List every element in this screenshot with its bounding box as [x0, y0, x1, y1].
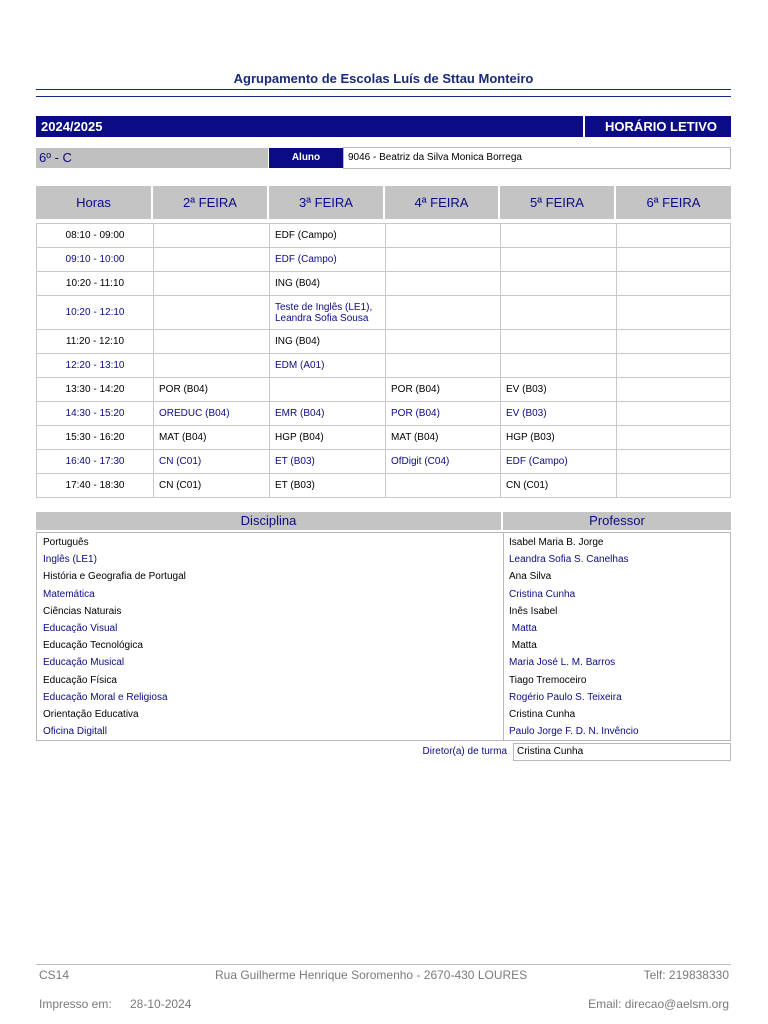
schedule-cell [616, 474, 731, 498]
schedule-cell: POR (B04) [385, 378, 500, 402]
schedule-cell: CN (C01) [500, 474, 616, 498]
schedule-time-cell: 11:20 - 12:10 [36, 330, 153, 354]
footer-printed-date: 28-10-2024 [130, 997, 192, 1011]
professor-name: Ana Silva [509, 571, 552, 583]
schedule-row [36, 474, 731, 498]
footer-printed-label: Impresso em: [39, 997, 112, 1011]
schedule-row [36, 223, 731, 248]
schedule-cell [616, 378, 731, 402]
schedule-cell: EDF (Campo) [269, 223, 385, 248]
schedule-cell [153, 296, 269, 330]
discipline-row [37, 586, 730, 603]
discipline-name: Educação Visual [43, 623, 118, 634]
discipline-column-header: Disciplina [36, 512, 501, 530]
discipline-row [37, 551, 730, 568]
schedule-cell: MAT (B04) [385, 426, 500, 450]
schedule-time-cell: 12:20 - 13:10 [36, 354, 153, 378]
schedule-row [36, 450, 731, 474]
schedule-cell: EV (B03) [500, 378, 616, 402]
schedule-cell: EDF (Campo) [500, 450, 616, 474]
class-director-value: Cristina Cunha [513, 743, 731, 761]
discipline-row [37, 672, 730, 689]
schedule-cell: ET (B03) [269, 474, 385, 498]
schedule-cell [616, 450, 731, 474]
schedule-cell [500, 354, 616, 378]
schedule-cell [385, 272, 500, 296]
schedule-cell: OfDigit (C04) [385, 450, 500, 474]
schedule-cell: POR (B04) [153, 378, 269, 402]
schedule-time-cell: 10:20 - 11:10 [36, 272, 153, 296]
schedule-cell: EV (B03) [500, 402, 616, 426]
school-year: 2024/2025 [36, 116, 583, 137]
professor-name: Rogério Paulo S. Teixeira [509, 691, 622, 703]
schedule-cell [385, 296, 500, 330]
discipline-row [37, 620, 730, 637]
schedule-time-cell: 09:10 - 10:00 [36, 248, 153, 272]
schedule-cell: EMR (B04) [269, 402, 385, 426]
student-row [36, 147, 731, 169]
professor-name: Leandra Sofia S. Canelhas [509, 554, 629, 566]
schedule-cell [385, 474, 500, 498]
schedule-row [36, 330, 731, 354]
discipline-row [37, 654, 730, 671]
schedule-cell [153, 330, 269, 354]
discipline-name: Educação Tecnológica [43, 640, 143, 652]
schedule-cell [616, 354, 731, 378]
schedule-cell [616, 426, 731, 450]
schedule-time-cell: 14:30 - 15:20 [36, 402, 153, 426]
footer-email: Email: direcao@aelsm.org [588, 997, 729, 1011]
schedule-header-cell: 4ª FEIRA [385, 186, 500, 219]
discipline-row [37, 723, 730, 740]
schedule-cell [385, 354, 500, 378]
discipline-name: Orientação Educativa [43, 709, 139, 720]
disciplines-table [36, 532, 731, 741]
professor-column-header: Professor [503, 512, 731, 530]
class-name: 6º - C [36, 148, 268, 168]
schedule-cell: ET (B03) [269, 450, 385, 474]
schedule-cell: POR (B04) [385, 402, 500, 426]
school-name: Agrupamento de Escolas Luís de Sttau Monteiro [233, 71, 534, 86]
schedule-cell [616, 248, 731, 272]
discipline-name: Ciências Naturais [43, 605, 122, 617]
schedule-time-cell: 17:40 - 18:30 [36, 474, 153, 498]
schedule-cell: OREDUC (B04) [153, 402, 269, 426]
schedule-cell [616, 272, 731, 296]
schedule-header-cell: Horas [36, 186, 153, 219]
professor-name: Tiago Tremoceiro [509, 674, 587, 686]
discipline-row [37, 534, 730, 551]
schedule-header-cell: 3ª FEIRA [269, 186, 385, 219]
discipline-row [37, 706, 730, 723]
schedule-cell: CN (C01) [153, 474, 269, 498]
footer-code: CS14 [39, 968, 70, 982]
schedule-body [36, 219, 731, 498]
disciplines-header [36, 512, 731, 530]
schedule-cell [385, 223, 500, 248]
schedule-time-cell: 13:30 - 14:20 [36, 378, 153, 402]
schedule-cell [153, 354, 269, 378]
professor-name: Isabel Maria B. Jorge [509, 537, 604, 548]
professor-name: Matta [509, 640, 537, 652]
schedule-time-cell: 15:30 - 16:20 [36, 426, 153, 450]
schedule-time-cell: 10:20 - 12:10 [36, 296, 153, 330]
schedule-cell [500, 223, 616, 248]
discipline-name: Matemática [43, 588, 95, 600]
schedule-cell [500, 248, 616, 272]
schedule-cell [500, 330, 616, 354]
schedule-cell [500, 272, 616, 296]
discipline-row [37, 689, 730, 706]
discipline-name: Educação Musical [43, 657, 125, 669]
schedule-row [36, 354, 731, 378]
discipline-row [37, 603, 730, 620]
schedule-header-cell: 2ª FEIRA [153, 186, 269, 219]
professor-name: Cristina Cunha [509, 588, 576, 600]
schedule-cell [616, 223, 731, 248]
discipline-name: Oficina Digitall [43, 726, 107, 738]
document-type: HORÁRIO LETIVO [585, 116, 731, 137]
title-bar [36, 116, 731, 137]
schedule-header-cell: 6ª FEIRA [616, 186, 731, 219]
professor-name: Matta [509, 623, 537, 634]
schedule-cell: EDF (Campo) [269, 248, 385, 272]
schedule-cell [385, 248, 500, 272]
schedule-row [36, 296, 731, 330]
class-director-label: Diretor(a) de turma [422, 746, 507, 757]
schedule-table [36, 186, 731, 498]
header-rule-bottom [36, 96, 731, 97]
schedule-cell [385, 330, 500, 354]
discipline-row [37, 637, 730, 654]
footer-phone: Telf: 219838330 [643, 968, 729, 982]
discipline-row [37, 568, 730, 585]
discipline-name: Português [43, 537, 89, 548]
schedule-cell [153, 248, 269, 272]
schedule-time-cell: 08:10 - 09:00 [36, 223, 153, 248]
schedule-header-row [36, 186, 731, 219]
footer-rule [36, 964, 731, 965]
schedule-cell: EDM (A01) [269, 354, 385, 378]
student-value: 9046 - Beatriz da Silva Monica Borrega [343, 147, 731, 169]
professor-name: Paulo Jorge F. D. N. Invêncio [509, 726, 639, 738]
schedule-cell [153, 223, 269, 248]
schedule-cell [269, 378, 385, 402]
schedule-cell: ING (B04) [269, 330, 385, 354]
discipline-name: História e Geografia de Portugal [43, 571, 186, 583]
schedule-row [36, 426, 731, 450]
schedule-cell [616, 330, 731, 354]
schedule-row [36, 272, 731, 296]
schedule-row [36, 402, 731, 426]
discipline-name: Inglês (LE1) [43, 554, 97, 566]
schedule-cell [500, 296, 616, 330]
schedule-header-cell: 5ª FEIRA [500, 186, 616, 219]
schedule-cell [153, 272, 269, 296]
schedule-row [36, 378, 731, 402]
schedule-cell: HGP (B04) [269, 426, 385, 450]
schedule-cell: ING (B04) [269, 272, 385, 296]
schedule-row [36, 248, 731, 272]
schedule-cell: Teste de Inglês (LE1), Leandra Sofia Sousa [269, 296, 385, 330]
schedule-cell: MAT (B04) [153, 426, 269, 450]
header-rule-top [36, 89, 731, 90]
schedule-cell: CN (C01) [153, 450, 269, 474]
student-label: Aluno [269, 148, 343, 168]
schedule-cell: HGP (B03) [500, 426, 616, 450]
schedule-time-cell: 16:40 - 17:30 [36, 450, 153, 474]
discipline-name: Educação Moral e Religiosa [43, 691, 168, 703]
schedule-cell [616, 402, 731, 426]
professor-name: Inês Isabel [509, 605, 558, 617]
professor-name: Maria José L. M. Barros [509, 657, 616, 669]
discipline-name: Educação Física [43, 674, 117, 686]
professor-name: Cristina Cunha [509, 709, 576, 720]
schedule-cell [616, 296, 731, 330]
footer-address: Rua Guilherme Henrique Soromenho - 2670-430 LOURES [215, 968, 528, 982]
